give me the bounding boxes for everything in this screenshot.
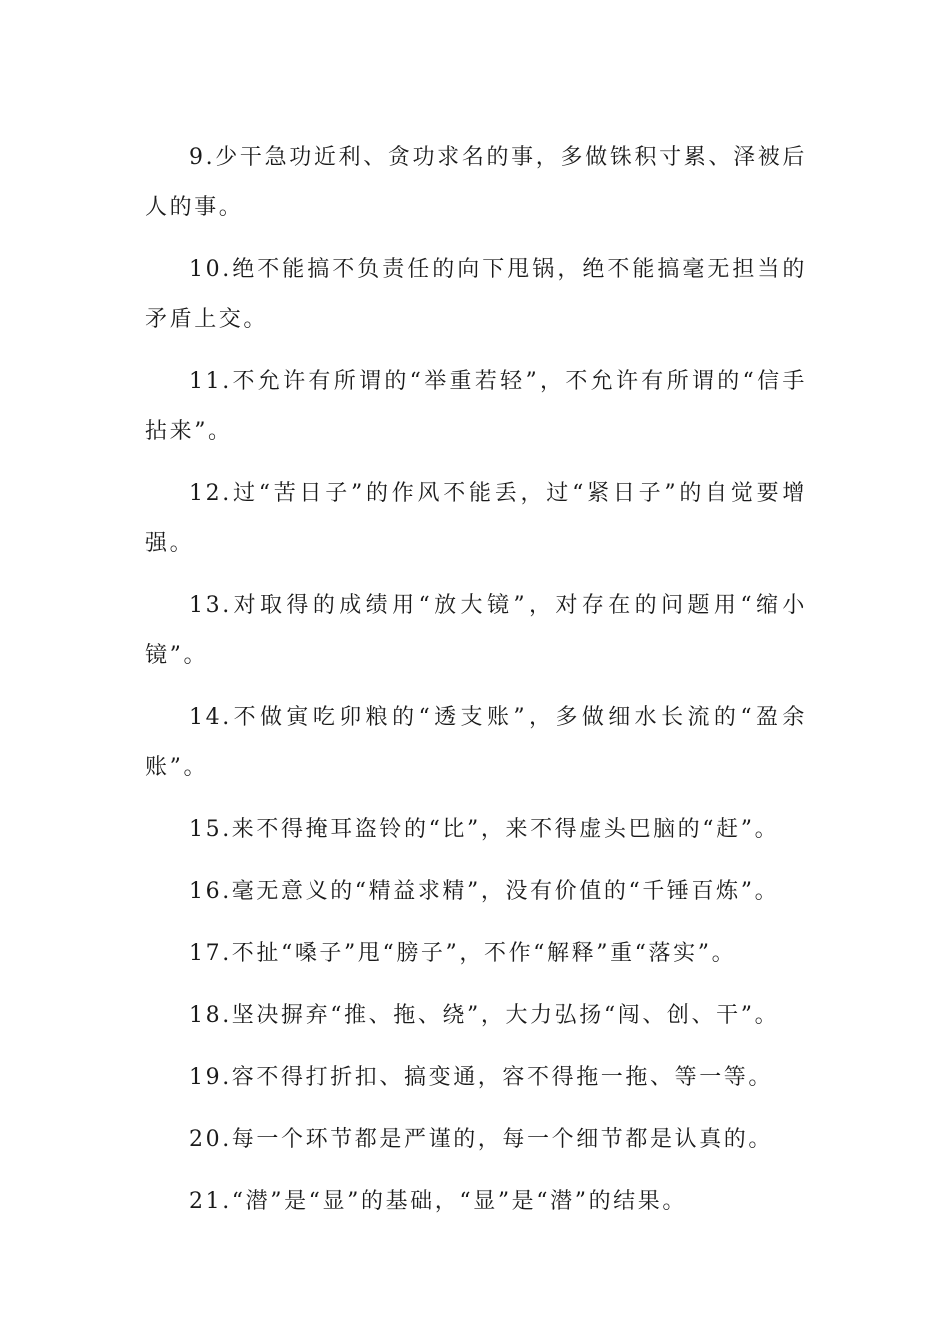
- paragraph-15: 15.来不得掩耳盗铃的“比”，来不得虚头巴脑的“赶”。: [189, 817, 780, 842]
- paragraph-11: 11.不允许有所谓的“举重若轻”，不允许有所谓的“信手拈来”。: [145, 369, 807, 444]
- paragraph-12: 12.过“苦日子”的作风不能丢，过“紧日子”的自觉要增强。: [145, 481, 807, 556]
- paragraph-19: 19.容不得打折扣、搞变通，容不得拖一拖、等一等。: [189, 1065, 773, 1090]
- paragraph-10: 10.绝不能搞不负责任的向下甩锅，绝不能搞毫无担当的矛盾上交。: [145, 257, 807, 332]
- paragraph-18: 18.坚决摒弃“推、拖、绕”，大力弘扬“闯、创、干”。: [189, 1003, 780, 1028]
- paragraph-9: 9.少干急功近利、贪功求名的事，多做铢积寸累、泽被后人的事。: [145, 145, 807, 220]
- paragraph-16: 16.毫无意义的“精益求精”，没有价值的“千锤百炼”。: [189, 879, 780, 904]
- paragraph-14: 14.不做寅吃卯粮的“透支账”，多做细水长流的“盈余账”。: [145, 705, 807, 780]
- paragraph-21: 21.“潜”是“显”的基础，“显”是“潜”的结果。: [189, 1189, 687, 1214]
- paragraph-17: 17.不扯“嗓子”甩“膀子”，不作“解释”重“落实”。: [189, 941, 737, 966]
- paragraph-13: 13.对取得的成绩用“放大镜”，对存在的问题用“缩小镜”。: [145, 593, 807, 668]
- document-body: [145, 133, 807, 1239]
- paragraph-20: 20.每一个环节都是严谨的，每一个细节都是认真的。: [189, 1127, 773, 1152]
